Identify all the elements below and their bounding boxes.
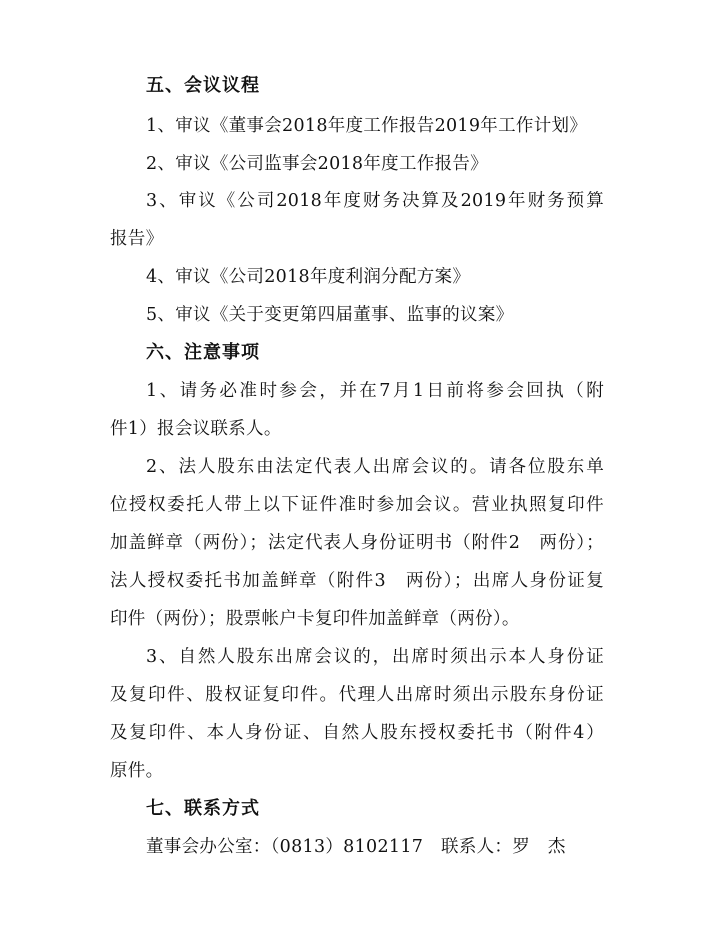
note-2-line-5: 印件（两份）；股票帐户卡复印件加盖鲜章（两份）。 — [110, 609, 520, 629]
agenda-item-2: 2、审议《公司监事会2018年度工作报告》 — [146, 154, 488, 174]
note-2-line-3: 加盖鲜章（两份）；法定代表人身份证明书（附件2 两份）； — [110, 533, 604, 553]
note-1-line-1: 1、请务必准时参会，并在7月1日前将参会回执（附 — [146, 381, 604, 401]
contact-info: 董事会办公室：（0813）8102117 联系人：罗 杰 — [146, 837, 566, 857]
note-1-line-2: 件1）报会议联系人。 — [110, 419, 282, 439]
section-heading-contact: 七、联系方式 — [146, 798, 260, 819]
note-3-line-2: 及复印件、股权证复印件。代理人出席时须出示股东身份证 — [110, 685, 604, 705]
section-heading-notes: 六、注意事项 — [146, 342, 260, 363]
note-2-line-1: 2、法人股东由法定代表人出席会议的。请各位股东单 — [146, 457, 604, 477]
agenda-item-3-cont: 报告》 — [110, 229, 164, 249]
agenda-item-5: 5、审议《关于变更第四届董事、监事的议案》 — [146, 305, 514, 325]
note-3-line-4: 原件。 — [110, 761, 164, 781]
note-2-line-4: 法人授权委托书加盖鲜章（附件3 两份）；出席人身份证复 — [110, 571, 604, 591]
section-heading-agenda: 五、会议议程 — [146, 75, 260, 96]
note-3-line-3: 及复印件、本人身份证、自然人股东授权委托书（附件4） — [110, 723, 604, 743]
note-2-line-2: 位授权委托人带上以下证件准时参加会议。营业执照复印件 — [110, 495, 604, 515]
agenda-item-4: 4、审议《公司2018年度利润分配方案》 — [146, 267, 471, 287]
agenda-item-1: 1、审议《董事会2018年度工作报告2019年工作计划》 — [146, 116, 588, 136]
agenda-item-3: 3、审议《公司2018年度财务决算及2019年财务预算 — [146, 191, 604, 211]
note-3-line-1: 3、自然人股东出席会议的，出席时须出示本人身份证 — [146, 647, 604, 667]
